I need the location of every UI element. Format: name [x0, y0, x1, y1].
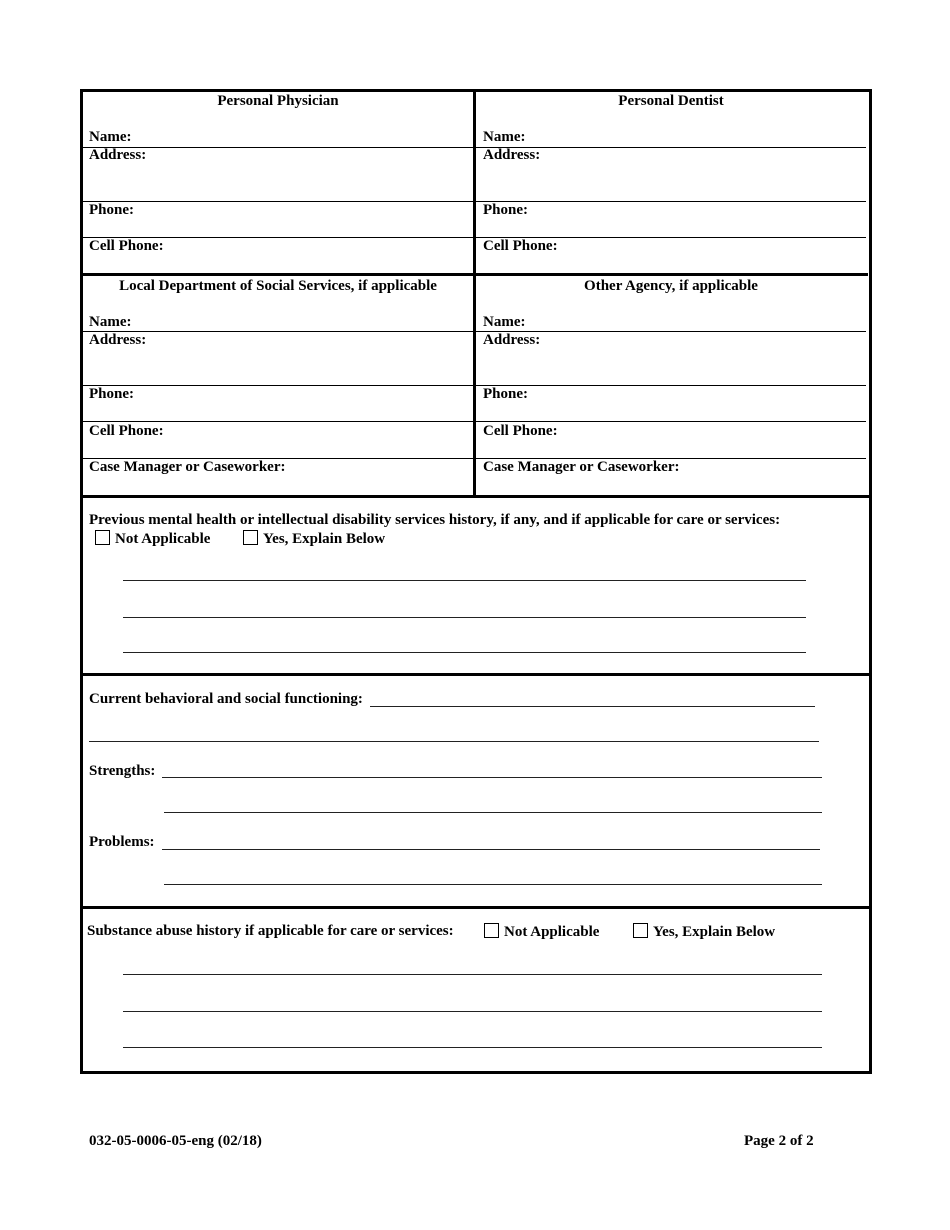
other-agency-case-manager-label: Case Manager or Caseworker:	[483, 459, 680, 475]
checkbox-icon[interactable]	[484, 923, 499, 938]
form-id: 032-05-0006-05-eng (02/18)	[89, 1133, 262, 1149]
problems-line[interactable]	[162, 849, 820, 850]
social-services-address-label: Address:	[89, 332, 147, 348]
mental-health-option-yes[interactable]	[243, 530, 385, 548]
strengths-label: Strengths:	[89, 763, 156, 779]
mental-health-answer-line-2[interactable]	[123, 617, 806, 618]
physician-phone-label: Phone:	[89, 202, 134, 218]
problems-label: Problems:	[89, 834, 155, 850]
physician-address-label: Address:	[89, 147, 147, 163]
dentist-phone-label: Phone:	[483, 202, 528, 218]
row-separator	[83, 201, 866, 202]
substance-option-yes[interactable]	[633, 923, 775, 941]
contacts-section-divider	[82, 273, 868, 276]
checkbox-icon[interactable]	[95, 530, 110, 545]
current-functioning-label: Current behavioral and social functioning:	[89, 691, 363, 707]
substance-question: Substance abuse history if applicable for care or services:	[87, 923, 454, 939]
row-separator	[83, 421, 866, 422]
substance-answer-line-2[interactable]	[123, 1011, 822, 1012]
substance-answer-line-1[interactable]	[123, 974, 822, 975]
mental-health-question: Previous mental health or intellectual disability services history, if any, and if applicable for care or services:	[89, 512, 781, 528]
social-services-cell-label: Cell Phone:	[89, 423, 164, 439]
social-services-name-label: Name:	[89, 314, 132, 330]
row-separator	[83, 458, 866, 459]
page-number: Page 2 of 2	[744, 1133, 814, 1149]
other-agency-cell-label: Cell Phone:	[483, 423, 558, 439]
checkbox-icon[interactable]	[633, 923, 648, 938]
other-agency-name-label: Name:	[483, 314, 526, 330]
option-label: Yes, Explain Below	[263, 531, 386, 547]
physician-name-label: Name:	[89, 129, 132, 145]
strengths-line[interactable]	[162, 777, 822, 778]
mental-health-option-na[interactable]	[95, 530, 210, 548]
row-separator	[83, 331, 866, 332]
dentist-address-label: Address:	[483, 147, 541, 163]
social-services-case-manager-label: Case Manager or Caseworker:	[89, 459, 286, 475]
problems-line-2[interactable]	[164, 884, 822, 885]
mental-health-answer-line-3[interactable]	[123, 652, 806, 653]
other-agency-phone-label: Phone:	[483, 386, 528, 402]
mental-health-answer-line-1[interactable]	[123, 580, 806, 581]
current-functioning-line-2[interactable]	[89, 741, 819, 742]
checkbox-icon[interactable]	[243, 530, 258, 545]
social-services-phone-label: Phone:	[89, 386, 134, 402]
strengths-line-2[interactable]	[164, 812, 822, 813]
other-agency-address-label: Address:	[483, 332, 541, 348]
physician-heading: Personal Physician	[217, 93, 339, 109]
social-services-heading: Local Department of Social Services, if applicable	[119, 278, 437, 294]
current-functioning-line[interactable]	[370, 706, 815, 707]
substance-answer-line-3[interactable]	[123, 1047, 822, 1048]
dentist-heading: Personal Dentist	[618, 93, 724, 109]
option-label: Not Applicable	[504, 924, 600, 940]
row-separator	[83, 147, 866, 148]
functioning-section	[80, 673, 872, 909]
row-separator	[83, 385, 866, 386]
option-label: Yes, Explain Below	[653, 924, 776, 940]
other-agency-heading: Other Agency, if applicable	[584, 278, 758, 294]
row-separator	[83, 237, 866, 238]
dentist-cell-label: Cell Phone:	[483, 238, 558, 254]
physician-cell-label: Cell Phone:	[89, 238, 164, 254]
substance-option-na[interactable]	[484, 923, 599, 941]
option-label: Not Applicable	[115, 531, 211, 547]
dentist-name-label: Name:	[483, 129, 526, 145]
